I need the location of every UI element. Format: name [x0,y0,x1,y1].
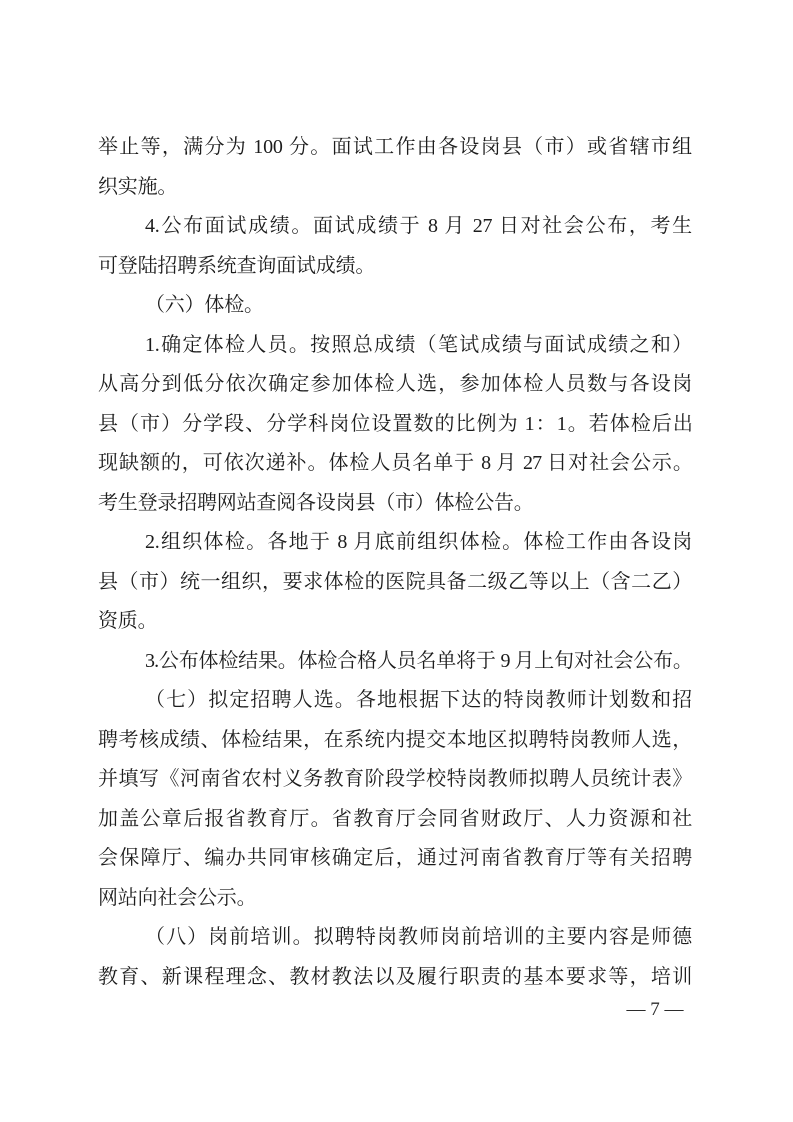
text-line: 加盖公章后报省教育厅。省教育厅会同省财政厅、人力资源和社 [98,807,692,830]
text-line: 会保障厅、编办共同审核确定后，通过河南省教育厅等有关招聘 [98,847,692,869]
text-line: 并填写《河南省农村义务教育阶段学校特岗教师拟聘人员统计表》 [98,768,692,790]
text-line: 县（市）统一组织，要求体检的医院具备二级乙等以上（含二乙） [98,570,692,593]
text-line: 4.公布面试成绩。面试成绩于 8 月 27 日对社会公布，考生 [145,215,692,237]
text-line: 2.组织体检。各地于 8 月底前组织体检。体检工作由各设岗 [145,531,692,553]
document-text-body [98,128,692,997]
text-line: 考生登录招聘网站查阅各设岗县（市）体检公告。 [98,491,534,514]
text-line: （七）拟定招聘人选。各地根据下达的特岗教师计划数和招 [145,689,692,711]
text-line: （六）体检。 [145,294,264,316]
text-line: 资质。 [98,610,158,632]
text-line: 聘考核成绩、体检结果，在系统内提交本地区拟聘特岗教师人选， [98,728,692,751]
text-line: 教育、新课程理念、教材教法以及履行职责的基本要求等，培训 [98,965,692,988]
text-line: 1.确定体检人员。按照总成绩（笔试成绩与面试成绩之和） [145,333,692,356]
text-line: 3.公布体检结果。体检合格人员名单将于 9 月上旬对社会公布。 [145,649,692,672]
text-line: 可登陆招聘系统查询面试成绩。 [98,254,376,277]
text-line: 网站向社会公示。 [98,886,257,909]
text-line: （八）岗前培训。拟聘特岗教师岗前培训的主要内容是师德 [145,926,692,948]
text-line: 县（市）分学段、分学科岗位设置数的比例为 1：1。若体检后出 [98,412,692,435]
text-line: 从高分到低分依次确定参加体检人选，参加体检人员数与各设岗 [98,373,692,395]
text-line: 织实施。 [98,175,178,198]
text-line: 现缺额的，可依次递补。体检人员名单于 8 月 27 日对社会公示。 [98,452,692,474]
text-line: 举止等，满分为 100 分。面试工作由各设岗县（市）或省辖市组 [98,136,692,158]
page-number: — 7 — [626,999,684,1020]
